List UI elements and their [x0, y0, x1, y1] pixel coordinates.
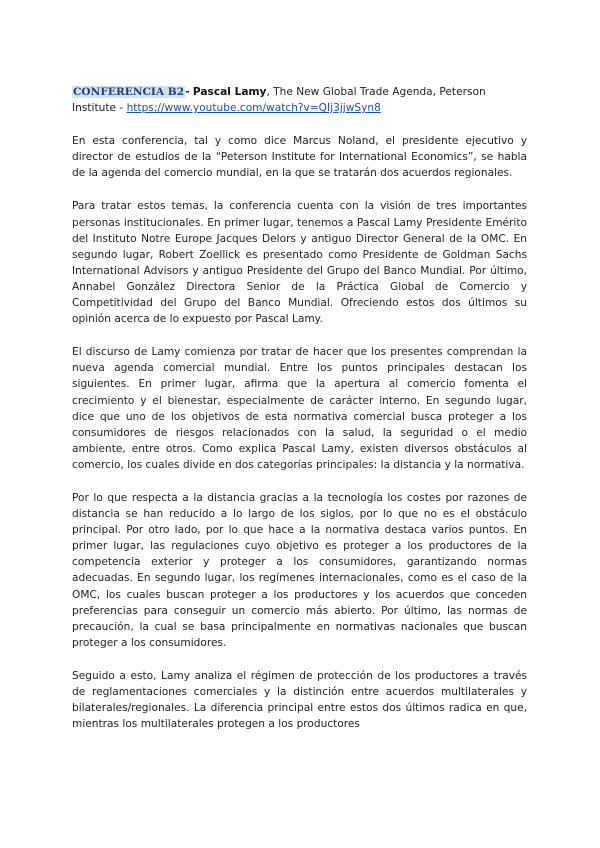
paragraph-protection-regime: Seguido a esto, Lamy analiza el régimen de protección de los productores a través de reglamentaciones comerciales y la distinción entre acuerdos multilaterales y bilaterales/regionales. La diferencia principal entre estos dos últimos radica en que, mientras los multilaterales protegen a los productores	[72, 669, 527, 731]
conference-title: , The New Global Trade Agenda, Peterson Institute -	[72, 86, 486, 115]
video-link[interactable]: https://www.youtube.com/watch?v=QIj3jjwSyn8	[126, 102, 381, 115]
paragraph-intro: En esta conferencia, tal y como dice Marcus Noland, el presidente ejecutivo y director de estudios de la “Peterson Institute for International Economics”, se habla de la agenda del comercio mundial, en la que se tratarán dos acuerdos regionales.	[72, 135, 527, 180]
paragraph-distance-regulation: Por lo que respecta a la distancia gracias a la tecnología los costes por razones de distancia se han reducido a lo largo de los siglos, por lo que no es el obstáculo principal. Por otro lado, por lo que hace a la normativa destaca varios puntos. En primer lugar, las regulaciones cuyo objetivo es proteger a los productores de la competencia exterior y proteger a los consumidores, garantizando normas adecuadas. En segundo lugar, los regímenes internacionales, como es el caso de la OMC, los cuales buscan proteger a los productores y los acuerdos que conceden preferencias para conseguir un comercio más abierto. Por último, las normas de precaución, la cual se basa principalmente en normativas nacionales que buscan proteger a los consumidores.	[72, 491, 527, 649]
document-page	[72, 84, 527, 749]
paragraph-agenda: El discurso de Lamy comienza por tratar de hacer que los presentes comprendan la nueva agenda comercial mundial. Entre los puntos principales destacan los siguientes. En primer lugar, afirma que la apertura al comercio fomenta el crecimiento y el bienestar, especialmente de carácter interno. En segundo lugar, dice que uno de los objetivos de esta normativa comercial busca proteger a los consumidores de riesgos relacionados con la salud, la seguridad o el medio ambiente, entre otros. Como explica Pascal Lamy, existen diversos obstáculos al comercio, los cuales divide en dos categorías principales: la distancia y la normativa.	[72, 346, 527, 471]
heading-dash: -	[185, 86, 190, 98]
paragraph-speakers: Para tratar estos temas, la conferencia cuenta con la visión de tres importantes personas institucionales. En primer lugar, tenemos a Pascal Lamy Presidente Emérito del Instituto Notre Europe Jacques Delors y antiguo Director General de la OMC. En segundo lugar, Robert Zoellick es presentado como Presidente de Goldman Sachs International Advisors y antiguo Presidente del Grupo del Banco Mundial. Por último, Annabel González Directora Senior de la Práctica Global de Comercio y Competitividad del Grupo del Banco Mundial. Ofreciendo estos dos últimos su opinión acerca de lo expuesto por Pascal Lamy.	[72, 200, 527, 326]
conference-label: CONFERENCIA B2	[73, 86, 185, 98]
speaker-name: Pascal Lamy	[192, 86, 267, 98]
conference-heading	[72, 84, 527, 116]
